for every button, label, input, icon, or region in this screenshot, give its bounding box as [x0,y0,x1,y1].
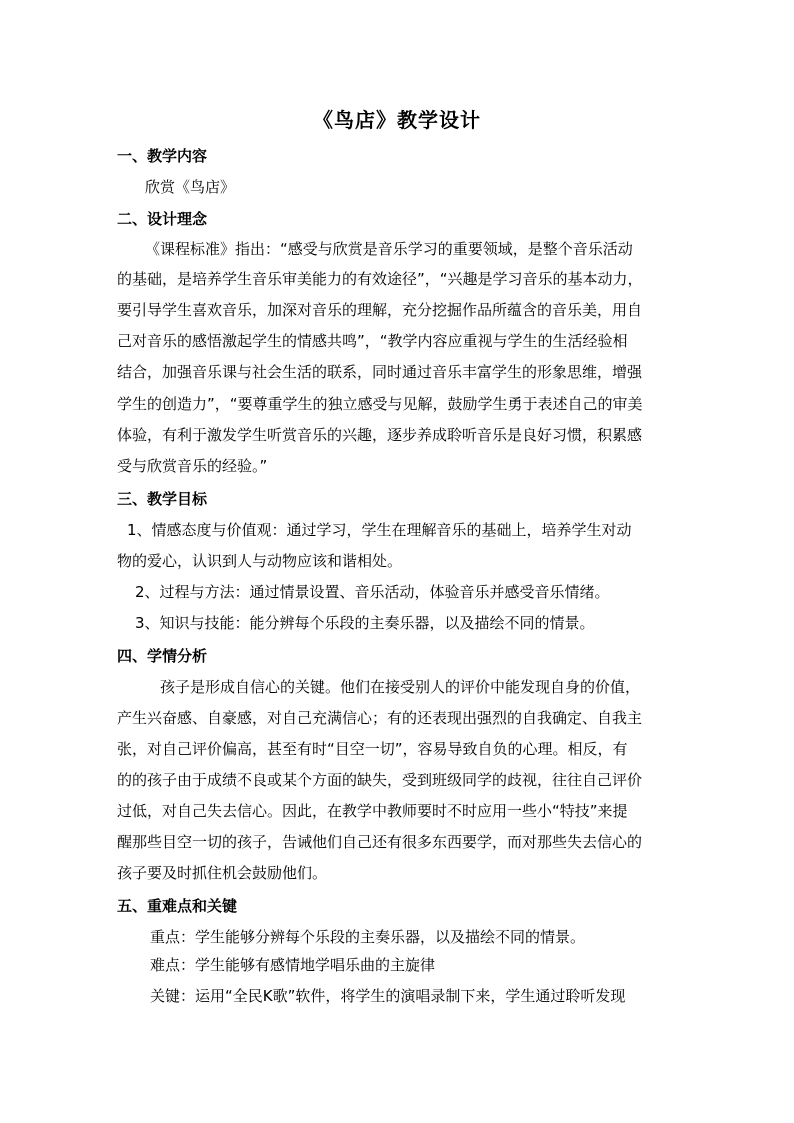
paragraph-line: 欣赏《鸟店》 [145,178,236,196]
section-heading-objectives: 三、教学目标 [117,490,208,508]
paragraph-line: 重点：学生能够分辨每个乐段的主奏乐器，以及描绘不同的情景。 [150,928,586,946]
paragraph-line: 的基础，是培养学生音乐审美能力的有效途径”，“兴趣是学习音乐的基本动力， [117,270,643,288]
paragraph-line: 1、情感态度与价值观：通过学习，学生在理解音乐的基础上，培养学生对动 [127,521,632,539]
paragraph-line: 的的孩子由于成绩不良或某个方面的缺失，受到班级同学的歧视，往往自己评价 [117,771,643,789]
document-title: 《鸟店》教学设计 [313,108,481,132]
paragraph-line: 关键：运用“全民K歌”软件，将学生的演唱录制下来，学生通过聆听发现 [150,987,626,1005]
paragraph-line: 孩子要及时抓住机会鼓励他们。 [117,864,328,882]
paragraph-line: 张，对自己评价偏高，甚至有时“目空一切”，容易导致自负的心理。相反，有 [117,740,628,758]
section-heading-design-concept: 二、设计理念 [117,210,208,228]
paragraph-line: 3、知识与技能：能分辨每个乐段的主奏乐器，以及描绘不同的情景。 [135,614,595,632]
paragraph-line: 《课程标准》指出：“感受与欣赏是音乐学习的重要领域，是整个音乐活动 [145,240,633,258]
section-heading-key-points: 五、重难点和关键 [117,897,238,915]
paragraph-line: 受与欣赏音乐的经验。” [117,457,268,475]
paragraph-line: 体验，有利于激发学生听赏音乐的兴趣，逐步养成聆听音乐是良好习惯，积累感 [117,426,643,444]
paragraph-line: 产生兴奋感、自豪感，对自己充满信心；有的还表现出强烈的自我确定、自我主 [117,709,643,727]
paragraph-line: 己对音乐的感悟激起学生的情感共鸣”，“教学内容应重视与学生的生活经验相 [117,332,628,350]
paragraph-line: 2、过程与方法：通过情景设置、音乐活动，体验音乐并感受音乐情绪。 [135,583,610,601]
paragraph-line: 要引导学生喜欢音乐，加深对音乐的理解，充分挖掘作品所蕴含的音乐美，用自 [117,301,643,319]
section-heading-learner-analysis: 四、学情分析 [117,647,208,665]
paragraph-line: 过低，对自己失去信心。因此，在教学中教师要时不时应用一些小“特技”来提 [117,802,628,820]
paragraph-line: 孩子是形成自信心的关键。他们在接受别人的评价中能发现自身的价值， [160,678,641,696]
section-heading-content: 一、教学内容 [117,147,208,165]
paragraph-line: 难点：学生能够有感情地学唱乐曲的主旋律 [150,956,436,974]
paragraph-line: 醒那些目空一切的孩子，告诫他们自己还有很多东西要学，而对那些失去信心的 [117,833,643,851]
paragraph-line: 学生的创造力”，“要尊重学生的独立感受与见解，鼓励学生勇于表述自己的审美 [117,395,643,413]
paragraph-line: 结合，加强音乐课与社会生活的联系，同时通过音乐丰富学生的形象思维，增强 [117,363,643,381]
paragraph-line: 物的爱心，认识到人与动物应该和谐相处。 [117,552,403,570]
